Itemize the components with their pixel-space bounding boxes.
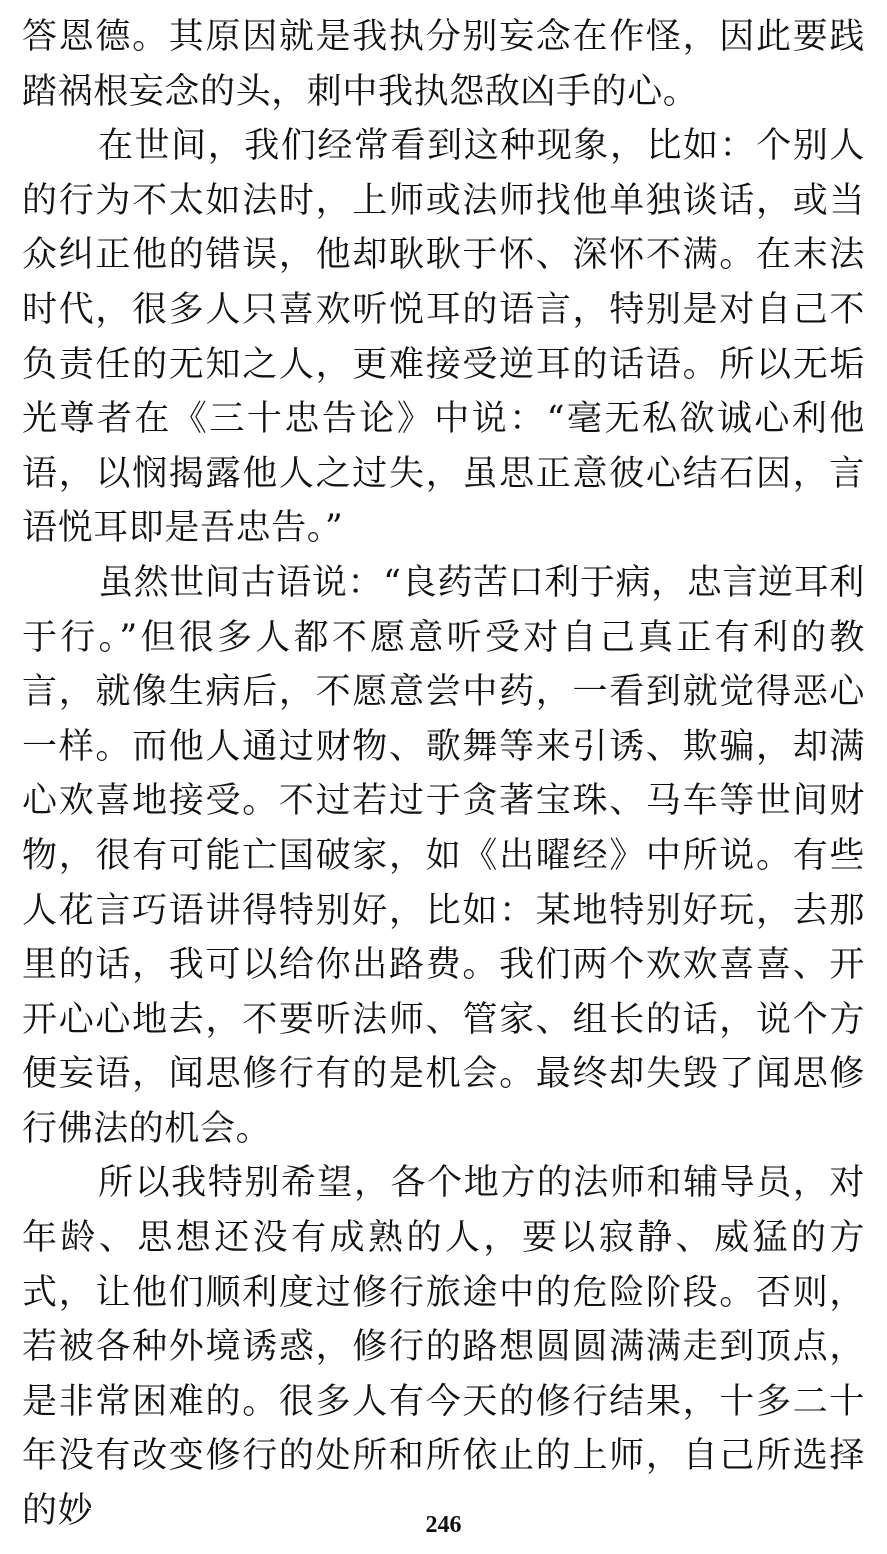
body-text bbox=[22, 10, 865, 1539]
paragraph: 在世间，我们经常看到这种现象，比如：个别人的行为不太如法时，上师或法师找他单独谈话，或当众纠正他的错误，他却耿耿于怀、深怀不满。在末法时代，很多人只喜欢听悦耳的语言，特别是对自己不负责任的无知之人，更难接受逆耳的话语。所以无垢光尊者在《三十忠告论》中说：“毫无私欲诚心利他语，以悯揭露他人之过失，虽思正意彼心结石因，言语悦耳即是吾忠告。” bbox=[22, 126, 865, 549]
paragraph: 虽然世间古语说：“良药苦口利于病，忠言逆耳利于行。”但很多人都不愿意听受对自己真正有利的教言，就像生病后，不愿意尝中药，一看到就觉得恶心一样。而他人通过财物、歌舞等来引诱、欺骗，却满心欢喜地接受。不过若过于贪著宝珠、马车等世间财物，很有可能亡国破家，如《出曜经》中所说。有些人花言巧语讲得特别好，比如：某地特别好玩，去那里的话，我可以给你出路费。我们两个欢欢喜喜、开开心心地去，不要听法师、管家、组长的话，说个方便妄语，闻思修行有的是机会。最终却失毁了闻思修行佛法的机会。 bbox=[22, 562, 865, 1149]
paragraph: 所以我特别希望，各个地方的法师和辅导员，对年龄、思想还没有成熟的人，要以寂静、威猛的方式，让他们顺利度过修行旅途中的危险阶段。否则，若被各种外境诱惑，修行的路想圆圆满满走到顶点，是非常困难的。很多人有今天的修行结果，十多二十年没有改变修行的处所和所依止的上师，自己所选择的妙 bbox=[22, 1163, 865, 1532]
page-number: 246 bbox=[425, 1512, 462, 1538]
paragraph-continued: 答恩德。其原因就是我执分别妄念在作怪，因此要践踏祸根妄念的头，刺中我执怨敌凶手的心。 bbox=[22, 17, 865, 112]
